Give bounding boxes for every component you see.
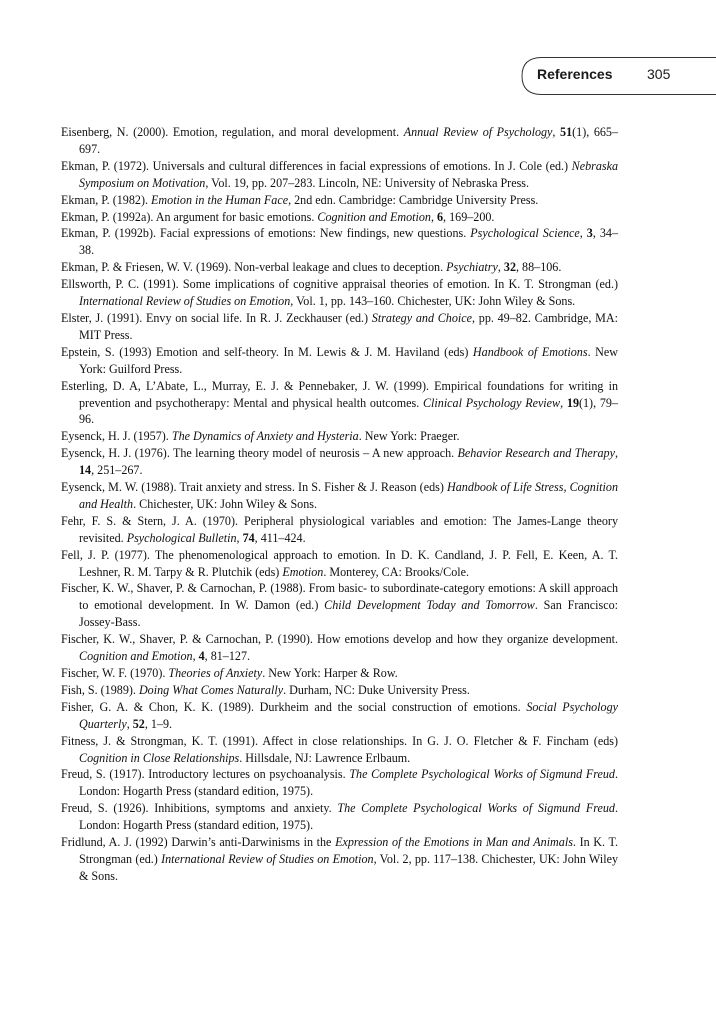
reference-text: , bbox=[579, 226, 587, 241]
reference-title: The Complete Psychological Works of Sigmund Freud bbox=[337, 801, 615, 816]
reference-text: Ekman, P. (1992a). An argument for basic emotions. bbox=[61, 209, 318, 224]
reference-volume: 51 bbox=[560, 125, 573, 139]
reference-entry bbox=[61, 158, 618, 192]
reference-volume: 4 bbox=[198, 649, 205, 664]
reference-text: . New York: Guilford Press. bbox=[79, 344, 618, 376]
reference-text: Fischer, W. F. (1970). bbox=[61, 666, 169, 680]
reference-text: Eysenck, H. J. (1957). bbox=[61, 429, 172, 444]
reference-text: Ekman, P. & Friesen, W. V. (1969). Non-verbal leakage and clues to deception. bbox=[61, 260, 447, 275]
reference-text: Esterling, D. A, L’Abate, L., Murray, E. J. & Pennebaker, J. W. (1999). Empirical foundations for writing in prevention and psychotherapy: Mental and physical health outcomes. bbox=[61, 378, 618, 410]
reference-text: Fischer, K. W., Shaver, P. & Carnochan, P. (1990). How emotions develop and how they organize development. bbox=[61, 632, 618, 647]
reference-text: , bbox=[497, 260, 504, 275]
reference-text: Ekman, P. (1982). bbox=[61, 192, 152, 207]
reference-text: , 169–200. bbox=[443, 209, 495, 224]
reference-text: , Vol. 2, pp. 117–138. Chichester, UK: John Wiley & Sons. bbox=[79, 851, 618, 883]
reference-volume: 32 bbox=[503, 260, 516, 275]
reference-title: The Complete Psychological Works of Sigmund Freud bbox=[349, 767, 615, 782]
reference-entry bbox=[61, 513, 618, 547]
reference-list bbox=[61, 124, 618, 885]
reference-text: . New York: Praeger. bbox=[358, 429, 460, 444]
reference-text: Fell, J. P. (1977). The phenomenological approach to emotion. In D. K. Candland, J. P. Fell, E. Keen, A. T. Leshner, R. M. Tarpy & R. Plutchik (eds) bbox=[61, 547, 618, 579]
reference-text: . London: Hogarth Press (standard edition, 1975). bbox=[79, 801, 619, 833]
reference-text: , 411–424. bbox=[254, 530, 306, 545]
reference-text: , pp. 49–82. Cambridge, MA: MIT Press. bbox=[79, 310, 618, 342]
reference-entry bbox=[61, 580, 618, 631]
reference-text: , bbox=[614, 446, 618, 461]
reference-text: Ellsworth, P. C. (1991). Some implications of cognitive appraisal theories of emotion. In K. T. Strongman (ed.) bbox=[61, 277, 618, 292]
reference-entry bbox=[61, 192, 618, 209]
reference-entry bbox=[61, 124, 618, 158]
reference-text: . New York: Harper & Row. bbox=[262, 666, 398, 680]
reference-entry bbox=[61, 631, 618, 665]
reference-volume: 14 bbox=[79, 463, 92, 478]
reference-text: , 2nd edn. Cambridge: Cambridge University Press. bbox=[288, 192, 539, 207]
reference-entry bbox=[61, 733, 618, 767]
reference-entry bbox=[61, 225, 618, 259]
reference-volume: 6 bbox=[437, 209, 444, 224]
reference-title: Child Development Today and Tomorrow bbox=[324, 598, 535, 613]
reference-entry bbox=[61, 344, 618, 378]
reference-entry bbox=[61, 699, 618, 733]
reference-text: Eisenberg, N. (2000). Emotion, regulation, and moral development. bbox=[61, 125, 404, 139]
reference-title: Theories of Anxiety bbox=[168, 666, 263, 680]
reference-title: Emotion bbox=[282, 564, 324, 579]
reference-text: Elster, J. (1991). Envy on social life. In R. J. Zeckhauser (ed.) bbox=[61, 310, 372, 325]
reference-text: Fischer, K. W., Shaver, P. & Carnochan, P. (1988). From basic- to subordinate-category emotions: A skill approach to emotional development. In W. Damon (ed.) bbox=[61, 581, 618, 613]
reference-text: . Durham, NC: Duke University Press. bbox=[283, 682, 470, 697]
reference-title: Cognition and Emotion bbox=[79, 649, 193, 664]
reference-text: , 34–38. bbox=[79, 226, 619, 258]
reference-text: , bbox=[126, 716, 133, 731]
reference-title: Social Psychology Quarterly bbox=[79, 699, 619, 731]
reference-entry bbox=[61, 259, 618, 276]
reference-text: (1), 665–697. bbox=[79, 125, 619, 156]
reference-title: Expression of the Emotions in Man and Animals bbox=[335, 835, 573, 850]
reference-text: . San Francisco: Jossey-Bass. bbox=[79, 598, 619, 630]
reference-text: Fish, S. (1989). bbox=[61, 682, 139, 697]
reference-title: Nebraska Symposium on Motivation bbox=[79, 158, 618, 190]
reference-text: . Hillsdale, NJ: Lawrence Erlbaum. bbox=[239, 750, 411, 765]
reference-entry bbox=[61, 682, 618, 699]
reference-entry bbox=[61, 445, 618, 479]
reference-entry bbox=[61, 834, 618, 885]
reference-title: Annual Review of Psychology bbox=[403, 125, 553, 139]
reference-title: Psychiatry bbox=[446, 260, 498, 275]
page-number: 305 bbox=[647, 66, 671, 82]
reference-text: . In K. T. Strongman (ed.) bbox=[79, 835, 618, 866]
reference-title: Behavior Research and Therapy bbox=[457, 446, 615, 461]
reference-text: , bbox=[236, 530, 243, 545]
reference-text: , 88–106. bbox=[516, 260, 562, 275]
reference-text: , bbox=[552, 125, 561, 139]
reference-text: , 1–9. bbox=[144, 716, 173, 731]
reference-entry bbox=[61, 800, 618, 834]
reference-entry bbox=[61, 276, 618, 310]
reference-text: . London: Hogarth Press (standard edition, 1975). bbox=[79, 767, 618, 799]
reference-volume: 74 bbox=[242, 530, 255, 545]
reference-entry bbox=[61, 547, 618, 581]
reference-text: Eysenck, H. J. (1976). The learning theory model of neurosis – A new approach. bbox=[61, 446, 458, 461]
reference-text: Fitness, J. & Strongman, K. T. (1991). Affect in close relationships. In G. J. O. Fletcher & F. Fincham (eds) bbox=[61, 733, 618, 748]
reference-entry bbox=[61, 766, 618, 800]
reference-text: , Vol. 19, pp. 207–283. Lincoln, NE: University of Nebraska Press. bbox=[205, 175, 530, 190]
reference-entry bbox=[61, 209, 618, 226]
reference-text: Freud, S. (1917). Introductory lectures on psychoanalysis. bbox=[61, 767, 350, 782]
reference-entry bbox=[61, 310, 618, 344]
reference-title: International Review of Studies on Emotion bbox=[79, 294, 291, 309]
reference-text: . Monterey, CA: Brooks/Cole. bbox=[323, 564, 470, 579]
reference-title: International Review of Studies on Emotion bbox=[161, 851, 374, 866]
reference-title: Psychological Science bbox=[470, 226, 580, 241]
reference-title: Cognition in Close Relationships bbox=[79, 750, 240, 765]
reference-entry bbox=[61, 665, 618, 682]
running-header bbox=[520, 57, 716, 95]
reference-text: Fridlund, A. J. (1992) Darwin’s anti-Darwinisms in the bbox=[61, 835, 336, 850]
reference-text: Epstein, S. (1993) Emotion and self-theory. In M. Lewis & J. M. Haviland (eds) bbox=[61, 344, 473, 359]
reference-title: Strategy and Choice bbox=[371, 310, 472, 325]
reference-entry bbox=[61, 378, 618, 429]
reference-title: Clinical Psychology Review bbox=[422, 395, 561, 410]
running-header-title: References bbox=[537, 66, 613, 82]
reference-title: Doing What Comes Naturally bbox=[138, 682, 284, 697]
reference-title: Handbook of Life Stress, Cognition and Health bbox=[79, 480, 619, 511]
reference-volume: 52 bbox=[132, 716, 145, 731]
reference-title: Cognition and Emotion bbox=[317, 209, 431, 224]
reference-entry bbox=[61, 428, 618, 445]
reference-text: Ekman, P. (1972). Universals and cultural differences in facial expressions of emotions. In J. Cole (ed.) bbox=[61, 158, 572, 173]
reference-text: (1), 79–96. bbox=[79, 395, 618, 427]
reference-volume: 19 bbox=[566, 395, 579, 410]
reference-text: , bbox=[192, 649, 199, 664]
reference-text: Fehr, F. S. & Stern, J. A. (1970). Peripheral physiological variables and emotion: The James-Lange theory revisited. bbox=[61, 513, 618, 545]
reference-entry bbox=[61, 479, 618, 513]
reference-text: , Vol. 1, pp. 143–160. Chichester, UK: John Wiley & Sons. bbox=[290, 294, 576, 309]
reference-text: , 81–127. bbox=[204, 649, 251, 664]
reference-text: , bbox=[560, 395, 567, 410]
reference-text: Freud, S. (1926). Inhibitions, symptoms and anxiety. bbox=[61, 801, 338, 816]
reference-title: Psychological Bulletin bbox=[126, 530, 237, 545]
reference-text: Eysenck, M. W. (1988). Trait anxiety and stress. In S. Fisher & J. Reason (eds) bbox=[61, 480, 447, 495]
reference-text: , bbox=[430, 209, 437, 224]
reference-text: , 251–267. bbox=[91, 463, 143, 478]
reference-title: Handbook of Emotions bbox=[472, 344, 588, 359]
reference-title: The Dynamics of Anxiety and Hysteria bbox=[171, 429, 359, 444]
reference-volume: 3 bbox=[586, 226, 593, 241]
reference-title: Emotion in the Human Face bbox=[151, 192, 289, 207]
reference-text: Ekman, P. (1992b). Facial expressions of emotions: New findings, new questions. bbox=[61, 226, 471, 241]
reference-text: . Chichester, UK: John Wiley & Sons. bbox=[133, 496, 317, 511]
reference-text: Fisher, G. A. & Chon, K. K. (1989). Durkheim and the social construction of emotions. bbox=[61, 699, 527, 714]
